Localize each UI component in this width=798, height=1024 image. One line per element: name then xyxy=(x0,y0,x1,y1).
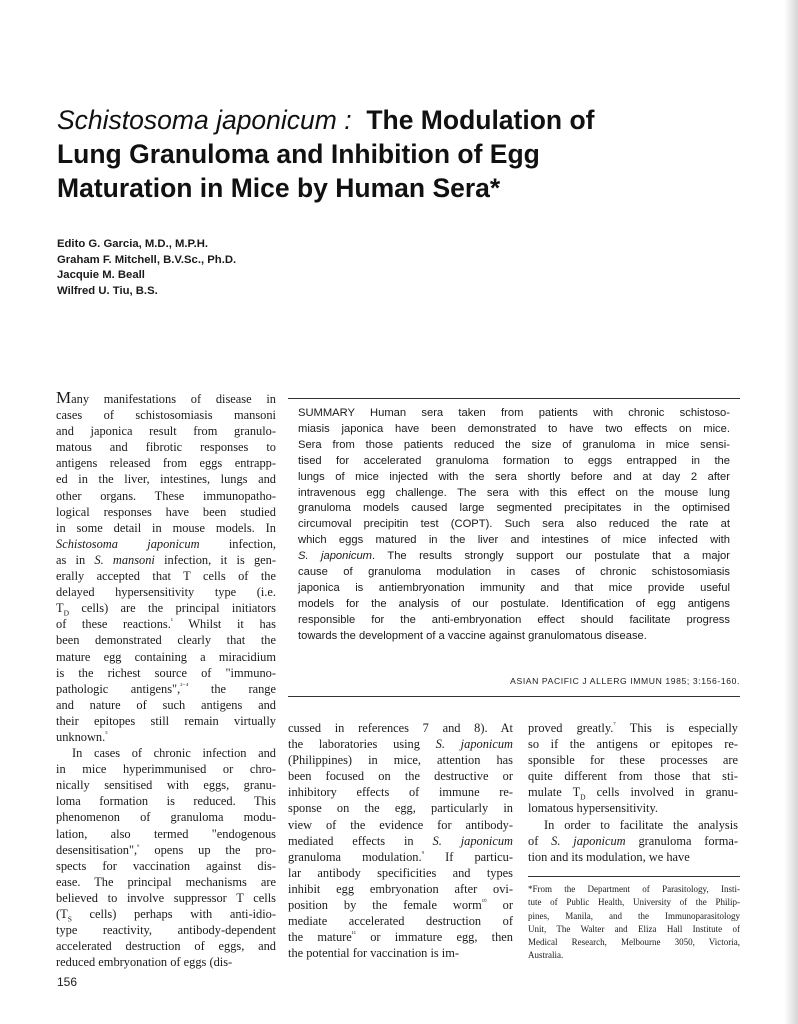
text-line: logical responses have been studied xyxy=(56,504,276,519)
text-line: sponse on the egg, particularly in xyxy=(288,801,513,816)
text-line: and japonica result from granulo- xyxy=(56,424,276,439)
text-line: been demonstrated clearly that the xyxy=(56,633,276,648)
text-line: models for the analysis of our postulate. Identification of egg antigens xyxy=(298,597,730,610)
affiliation-footnote xyxy=(528,876,740,963)
text-line: circumoval precipitin test (COPT). Such sera also reduced the rate at xyxy=(298,518,730,531)
text-line: SUMMARY Human sera taken from patients with chronic schistoso- xyxy=(298,407,730,419)
text-line: ed in the liver, intestines, lungs and xyxy=(56,472,276,487)
text-line: unknown.$^{^5}$ xyxy=(56,729,108,744)
text-line: the mature$^{^{11}}$ or immature egg, then xyxy=(288,930,513,945)
text-line: granuloma modulation.$^{^9}$ If particu- xyxy=(288,849,513,864)
text-line: cussed in references 7 and 8). At xyxy=(288,721,513,735)
text-line: cause of granuloma modulation in cases of chronic schistosomiasis xyxy=(298,566,730,579)
text-line: inhibit egg embryonation after ovi- xyxy=(288,881,513,896)
text-line: sponsible for these processes are xyxy=(528,753,738,768)
text-line: pathologic antigens",$^{^{2-4}}$ the range xyxy=(56,681,276,696)
text-line: responsible for the anti-embryonation effect should facilitate progress xyxy=(298,613,730,626)
text-line: tion and its modulation, we have xyxy=(528,849,690,864)
summary-box xyxy=(288,398,740,697)
text-line: inhibitory effects of immune re- xyxy=(288,785,513,800)
text-line: in mice hyperimmunised or chro- xyxy=(56,762,276,777)
text-line: spects for vaccination against dis- xyxy=(56,858,276,873)
summary-text xyxy=(298,406,730,645)
drop-cap: M xyxy=(56,388,72,407)
text-line: nically sensitised with eggs, granu- xyxy=(56,778,276,793)
author-list xyxy=(57,237,236,299)
text-line: lation, also termed "endogenous xyxy=(56,826,276,841)
text-line: of these reactions.$^{^1}$ Whilst it has xyxy=(56,617,276,632)
text-line: which eggs matured in the liver and intestines of mice infected with xyxy=(298,534,730,547)
text-line: tute of Public Health, University of the Philip- xyxy=(528,897,740,908)
text-line: $T_D$ cells) are the principal initiators xyxy=(56,601,276,618)
title-species: Schistosoma japonicum : xyxy=(57,105,352,135)
text-line: S. japonicum. The results strongly support our postulate that a major xyxy=(298,550,730,563)
author: Wilfred U. Tiu, B.S. xyxy=(57,284,158,297)
page-edge-shadow xyxy=(784,0,798,1024)
text-line: *From the Department of Parasitology, Insti- xyxy=(528,884,740,894)
text-line: as in S. mansoni infection, it is gen- xyxy=(56,552,276,567)
text-line: Australia. xyxy=(528,950,564,961)
text-line: antigens released from eggs entrapp- xyxy=(56,456,276,471)
text-line: granuloma models caused large segmented precipitates in the optimised xyxy=(298,502,730,515)
body-column-3 xyxy=(528,720,738,865)
title-line-1: The Modulation of xyxy=(366,105,595,135)
text-line: mediate accelerated destruction of xyxy=(288,914,513,929)
text-line: delayed hypersensitivity type (i.e. xyxy=(56,585,276,600)
text-line: ($T_S$ cells) perhaps with anti-idio- xyxy=(56,907,276,924)
text-line: of S. japonicum granuloma forma- xyxy=(528,833,739,848)
text-line: believed to involve suppressor T cells xyxy=(56,890,276,905)
text-line: (Philippines) in mice, attention has xyxy=(288,753,513,768)
page-number: 156 xyxy=(57,975,78,989)
text-line: phenomenon of granuloma modu- xyxy=(56,810,276,825)
title-line-3: Maturation in Mice by Human Sera* xyxy=(57,173,501,203)
text-line: Sera from those patients reduced the size of granuloma in mice sensi- xyxy=(298,438,730,451)
text-line: so if the antigens or epitopes re- xyxy=(528,737,738,752)
text-line: reduced embryonation of eggs (dis- xyxy=(56,955,233,970)
text-line: Schistosoma japonicum infection, xyxy=(56,536,276,551)
text-line: In order to facilitate the analysis xyxy=(544,817,738,832)
text-line: Many manifestations of disease in xyxy=(56,388,276,407)
text-line: type reactivity, antibody-dependent xyxy=(56,923,276,938)
text-line: matous and fibrotic responses to xyxy=(56,440,276,455)
text-line: japonica is antiembryonation immunity and that mice provide useful xyxy=(298,581,730,594)
text-line: and nature of such antigens and xyxy=(56,697,276,712)
text-line: desensitisation",$^{^6}$ opens up the pro- xyxy=(56,842,276,857)
journal-citation: ASIAN PACIFIC J ALLERG IMMUN 1985; 3:156-160. xyxy=(510,676,740,686)
text-line: lomatous hypersensitivity. xyxy=(528,801,658,816)
text-line: proved greatly.$^{^7}$ This is especially xyxy=(528,720,738,735)
text-line: the potential for vaccination is im- xyxy=(288,946,460,961)
body-column-1 xyxy=(56,390,276,970)
text-line: pines, Manila, and the Immunoparasitology xyxy=(528,910,740,921)
text-line: mulate $T_D$ cells involved in granu- xyxy=(528,785,738,802)
text-line: mature egg containing a miracidium xyxy=(56,649,276,664)
text-line: tised for accelerated granuloma formation to eggs entrapped in the xyxy=(298,454,730,467)
text-line: is the richest source of "immuno- xyxy=(56,665,276,680)
body-column-2 xyxy=(288,720,513,961)
text-line: towards the development of a vaccine against granulomatous disease. xyxy=(298,629,647,642)
text-line: accelerated destruction of eggs, and xyxy=(56,939,276,954)
author: Graham F. Mitchell, B.V.Sc., Ph.D. xyxy=(57,253,237,266)
text-line: miasis japonica have been demonstrated to have two effects on mice. xyxy=(298,422,730,435)
title-line-2: Lung Granuloma and Inhibition of Egg xyxy=(57,139,540,169)
text-line: Medical Research, Melbourne 3050, Victoria, xyxy=(528,937,740,948)
text-line: the laboratories using S. japonicum xyxy=(288,737,513,752)
text-line: erally accepted that T cells of the xyxy=(56,569,276,584)
text-line: ease. The principal mechanisms are xyxy=(56,874,276,889)
text-line: loma formation is reduced. This xyxy=(56,794,276,809)
text-line: In cases of chronic infection and xyxy=(72,746,276,761)
text-line: in some detail in mouse models. In xyxy=(56,520,276,535)
text-line: been focused on the destructive or xyxy=(288,769,513,784)
text-line: lungs of mice injected with the sera shortly before and at day 2 after xyxy=(298,470,730,483)
text-line: quite different from those that sti- xyxy=(528,769,738,784)
author: Edito G. Garcia, M.D., M.P.H. xyxy=(57,238,209,250)
article-title xyxy=(57,103,737,205)
text-line: Unit, The Walter and Eliza Hall Institute of xyxy=(528,923,740,934)
text-line: their epitopes still remain virtually xyxy=(56,713,276,728)
author: Jacquie M. Beall xyxy=(57,269,145,281)
text-line: position by the female worm$^{^{10}}$ or xyxy=(288,897,513,913)
text-line: mediated effects in S. japonicum xyxy=(288,833,514,848)
text-line: lar antibody specificities and types xyxy=(288,865,513,880)
text-line: other organs. These immunopatho- xyxy=(56,488,276,503)
text-line: view of the evidence for antibody- xyxy=(288,817,513,832)
text-line: intravenous egg challenge. The sera with this effect on the mouse lung xyxy=(298,486,730,499)
text-line: cases of schistosomiasis mansoni xyxy=(56,408,276,423)
